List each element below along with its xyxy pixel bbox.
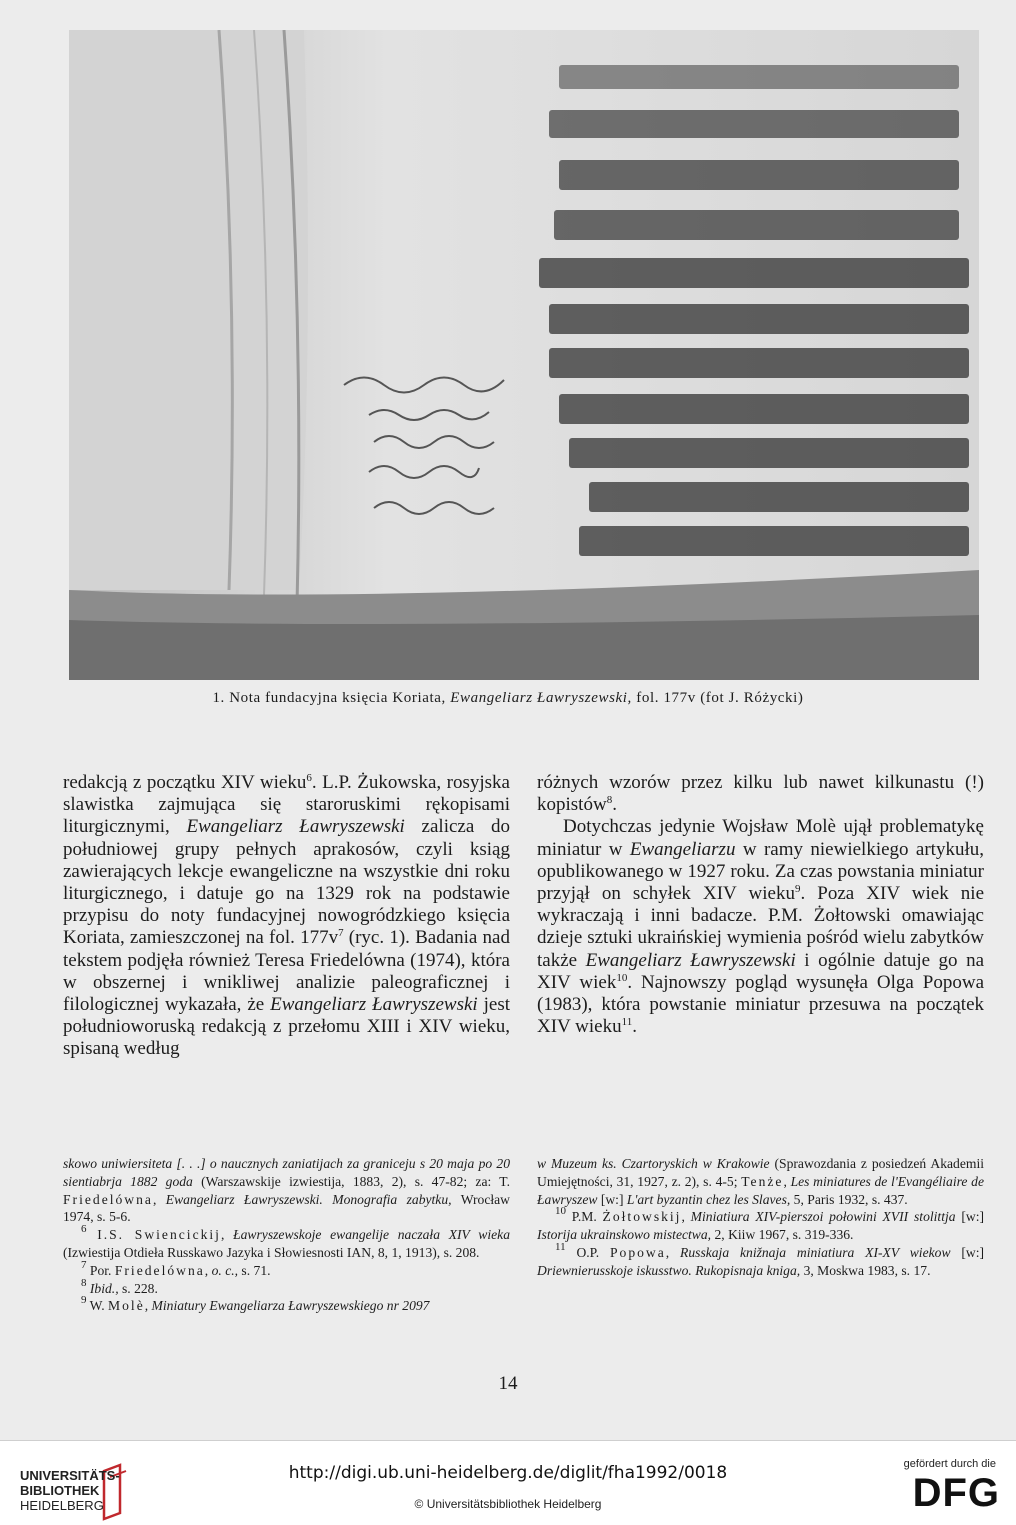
footnote: $^6$ I.S. Swiencickij, Ławryszewskoje ewangelije naczała XIV wieka (Izwiestija Otdieła Russkawo Jazyka i Słowiesnosti IAN, 8, 1, 1913), s. 208. (63, 1223, 511, 1260)
paragraph: różnych wzorów przez kilku lub nawet kilkunastu (!) kopistów$^8$. (537, 772, 984, 816)
dfg-logo: DFG (912, 1471, 1000, 1515)
footnotes-right (537, 1155, 984, 1280)
caption-number: 1. Nota fundacyjna księcia Koriata, (212, 690, 446, 706)
footnote: skowo uniwiersiteta [. . .] o naucznych zaniatijach za graniceju s 20 maja po 20 sientiabrja 1882 goda (Warszawskije izwiestija, 1883, 2), s. 47-82; za: T. Friedelówna, Ewangeliarz Ławryszewski. Monografia zabytku, Wrocław 1974, s. 5-6. (63, 1156, 510, 1225)
footnote: $^{11}$ O.P. Popowa, Russkaja knižnaja miniatiura XI-XV wiekow [w:] Driewnierusskoje iskusstwo. Rukopisnaja kniga, 3, Moskwa 1983, s. 17. (537, 1240, 985, 1278)
dfg-funding-label: gefördert durch die (903, 1458, 996, 1470)
body-column-left (63, 772, 510, 1061)
footnote: $^7$ Por. Friedelówna, o. c., s. 71. (81, 1258, 271, 1278)
ub-heidelberg-wordmark: UNIVERSITÄTS- BIBLIOTHEK HEIDELBERG (20, 1468, 120, 1513)
paragraph: Dotychczas jedynie Wojsław Molè ujął problematykę miniatur w Ewangeliarzu w ramy niewielkiego artykułu, opublikowanego w 1927 roku. Za czas powstania miniatur przyjął on schyłek XIV wieku$^9$. Poza XIV wiek nie wykraczają i inni badacze. P.M. Żołtowski omawiając dzieje sztuki ukraińskiej wymienia pośród wielu zabytków także Ewangeliarz Ławryszewski i ogólnie datuje go na XIV wiek$^{10}$. Najnowszy pogląd wysunęła Olga Popowa (1983), która powstanie miniatur przesuwa na początek XIV wieku$^{11}$. (537, 816, 985, 1038)
figure-caption (0, 690, 1016, 707)
footnote: $^9$ W. Molè, Miniatury Ewangeliarza Ławryszewskiego nr 2097 (81, 1294, 430, 1314)
body-column-right (537, 772, 984, 1038)
footnote: w Muzeum ks. Czartoryskich w Krakowie (Sprawozdania z posiedzeń Akademii Umiejętności, 31, 1927, z. 2), s. 4-5; Tenże, Les miniatures de l'Evangéliaire de Ławryszew [w:] L'art byzantin chez les Slaves, 5, Paris 1932, s. 437. (537, 1156, 984, 1207)
manuscript-photo (69, 30, 979, 680)
page-number: 14 (498, 1373, 518, 1394)
footnote: $^{10}$ P.M. Żołtowskij, Miniatiura XIV-pierszoi połowini XVII stolittja [w:] Istorija ukrainskowo mistectwa, 2, Kiiw 1967, s. 319-336. (537, 1205, 984, 1243)
footnote: $^8$ Ibid., s. 228. (81, 1276, 158, 1296)
digital-url-link[interactable]: http://digi.ub.uni-heidelberg.de/diglit/fha1992/0018 (288, 1463, 728, 1483)
footer-bar (0, 1440, 1016, 1525)
footnotes-left (63, 1155, 510, 1315)
caption-title: Ewangeliarz Ławryszewski, (450, 690, 632, 706)
caption-rest: fol. 177v (fot J. Różycki) (636, 690, 804, 706)
paragraph: redakcją z początku XIV wieku$^6$. L.P. Żukowska, rosyjska slawistka zajmująca się staroruskimi rękopisami liturgicznymi, Ewangeliarz Ławryszewski zalicza do południowej grupy pełnych aprakosów, czyli ksiąg zawierających lekcje ewangeliczne na wszystkie dni roku liturgicznego, i datuje go na 1329 rok na podstawie przypisu do noty fundacyjnej nowogródzkiego księcia Koriata, zamieszczonej na fol. $177v^7$ (ryc. 1). Badania nad tekstem podjęła również Teresa Friedelówna (1974), która w obszernej i wnikliwej analizie paleograficznej i filologicznej wykazała, że Ewangeliarz Ławryszewski jest południoworuską redakcją z przełomu XIII i XIV wieku, spisaną według (63, 772, 510, 1060)
copyright-notice: © Universitätsbibliothek Heidelberg (414, 1497, 602, 1511)
